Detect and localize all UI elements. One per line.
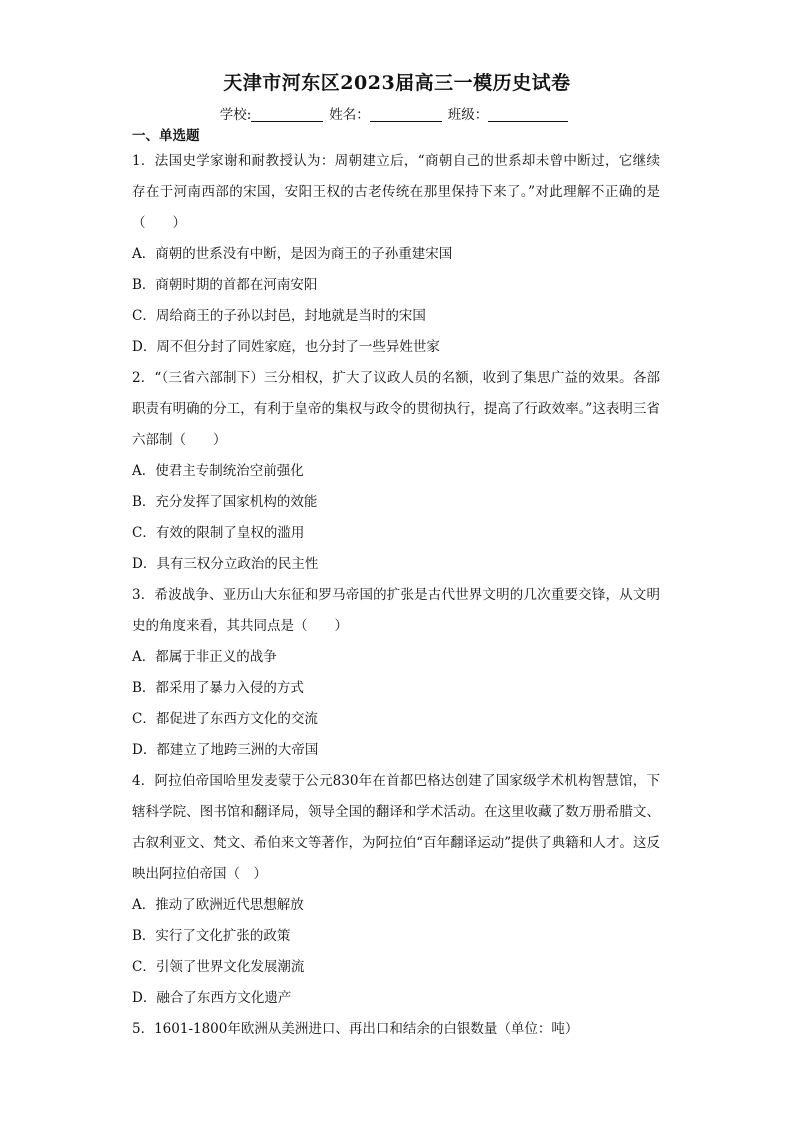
- option-a: A．使君主专制统治空前强化: [132, 463, 304, 479]
- option-b: B．都采用了暴力入侵的方式: [132, 680, 304, 696]
- question-stem: 4．阿拉伯帝国哈里发麦蒙于公元830年在首都巴格达创建了国家级学术机构智慧馆，下辖科学院、图书馆和翻译局，领导全国的翻译和学术活动。在这里收藏了数万册希腊文、古叙利亚文、梵文、希伯来文等著作，为阿拉伯“百年翻译运动”提供了典籍和人才。这反映出阿拉伯帝国（ ）: [132, 773, 660, 882]
- question-3: [132, 580, 660, 766]
- question-2: [132, 363, 660, 580]
- option-c: C．有效的限制了皇权的滥用: [132, 525, 305, 541]
- option-b: B．实行了文化扩张的政策: [132, 928, 291, 944]
- option-b: B．充分发挥了国家机构的效能: [132, 494, 318, 510]
- option-b: B．商朝时期的首都在河南安阳: [132, 277, 318, 293]
- option-d: D．都建立了地跨三洲的大帝国: [132, 742, 319, 758]
- question-stem: 2．“（三省六部制下）三分相权，扩大了议政人员的名额，收到了集思广益的效果。各部职责有明确的分工，有利于皇帝的集权与政令的贯彻执行，提高了行政效率。”这表明三省六部制（ ）: [132, 370, 660, 448]
- option-c: C．周给商王的子孙以封邑，封地就是当时的宋国: [132, 308, 426, 324]
- option-d: D．融合了东西方文化遗产: [132, 990, 292, 1006]
- question-stem: 5．1601-1800年欧洲从美洲进口、再出口和结余的白银数量（单位：吨）: [132, 1021, 579, 1037]
- school-blank[interactable]: [251, 107, 323, 122]
- name-blank[interactable]: [370, 107, 442, 122]
- class-blank[interactable]: [488, 107, 568, 122]
- question-4: [132, 766, 660, 1014]
- section-title: 一、单选题: [132, 128, 200, 144]
- question-1: [132, 146, 660, 363]
- question-stem: 3．希波战争、亚历山大东征和罗马帝国的扩张是古代世界文明的几次重要交锋，从文明史的角度来看，其共同点是（ ）: [132, 587, 660, 634]
- student-info-line: [0, 103, 794, 123]
- class-label: 班级：: [447, 107, 489, 123]
- option-c: C．引领了世界文化发展潮流: [132, 959, 305, 975]
- exam-title: 天津市河东区2023届高三一模历史试卷: [223, 72, 571, 94]
- option-a: A．推动了欧洲近代思想解放: [132, 897, 304, 913]
- question-list: [132, 146, 660, 1045]
- question-5: [132, 1014, 660, 1045]
- question-stem: 1．法国史学家谢和耐教授认为：周朝建立后，“商朝自己的世系却未曾中断过，它继续存在于河南西部的宋国，安阳王权的古老传统在那里保持下来了。”对此理解不正确的是（ ）: [132, 153, 660, 231]
- school-label: 学校:: [219, 107, 252, 123]
- option-a: A．商朝的世系没有中断，是因为商王的子孙重建宋国: [132, 246, 453, 262]
- option-d: D．具有三权分立政治的民主性: [132, 556, 319, 572]
- name-label: 姓名：: [329, 107, 370, 123]
- option-c: C．都促进了东西方文化的交流: [132, 711, 318, 727]
- option-a: A．都属于非正义的战争: [132, 649, 277, 665]
- option-d: D．周不但分封了同姓家庭，也分封了一些异姓世家: [132, 339, 440, 355]
